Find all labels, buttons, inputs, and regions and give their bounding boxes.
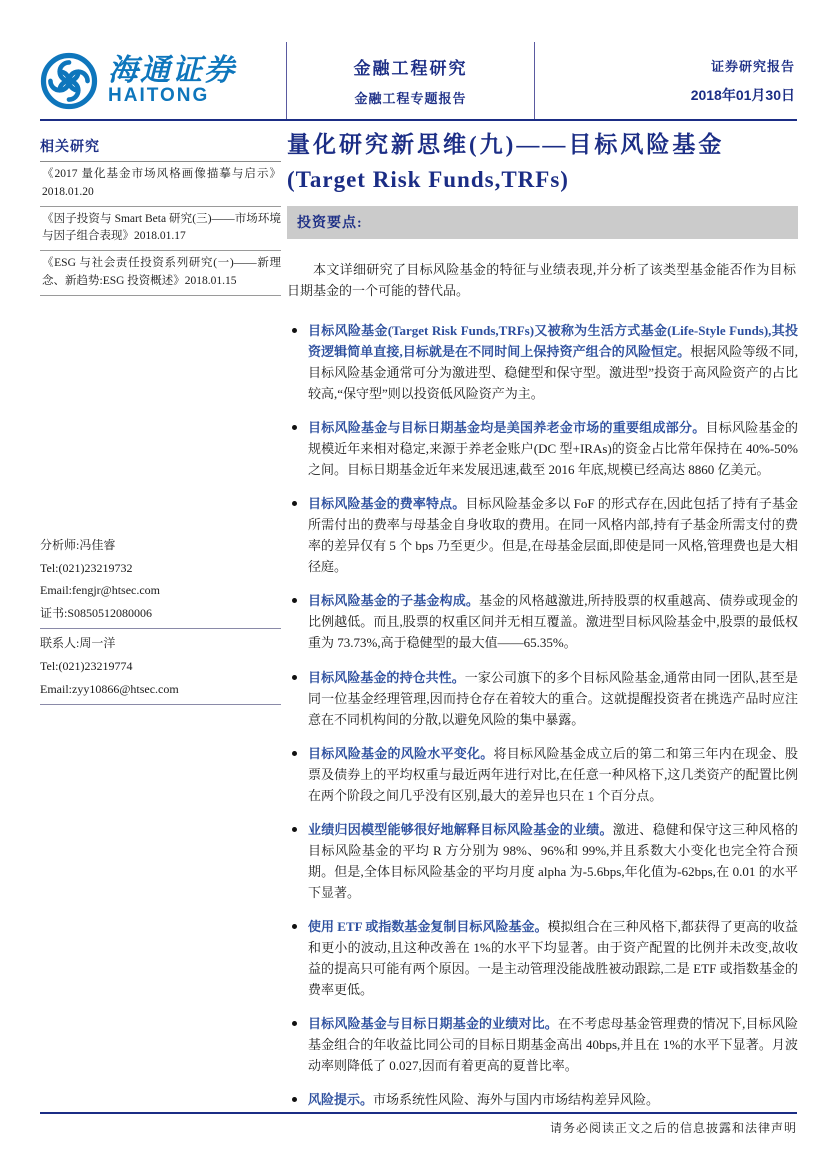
page-title-line2: (Target Risk Funds,TRFs): [287, 166, 569, 192]
brand-block: [40, 42, 286, 119]
bullet-icon: [292, 598, 297, 603]
key-point: 风险提示。市场系统性风险、海外与国内市场结构差异风险。: [287, 1089, 798, 1110]
related-research-item: 《ESG 与社会责任投资系列研究(一)——新理念、新趋势:ESG 投资概述》2018.01.15: [40, 251, 281, 296]
analyst-cert: 证书:S0850512080006: [40, 606, 153, 621]
header-right: [535, 42, 797, 119]
bullet-icon: [292, 827, 297, 832]
bullet-icon: [292, 751, 297, 756]
key-point: 目标风险基金的风险水平变化。将目标风险基金成立后的第二和第三年内在现金、股票及债券上的平均权重与最近两年进行对比,在任意一种风格下,这几类资产的配置比例在两个阶段之间几乎没有区别,最大的差异也只在 1 个百分点。: [287, 743, 798, 806]
contact-name: 联系人:周一洋: [40, 636, 116, 651]
brand-text: [108, 55, 236, 106]
brand-name-cn: 海通证券: [108, 53, 236, 87]
haitong-logo-icon: [40, 52, 98, 110]
bullet-icon: [292, 924, 297, 929]
key-point: 使用 ETF 或指数基金复制目标风险基金。模拟组合在三种风格下,都获得了更高的收益和更小的波动,且这种改善在 1%的水平下均显著。由于资产配置的比例并未改变,故收益的提高只可能有两个原因。一是主动管理没能战胜被动跟踪,二是 ETF 或指数基金的费率更低。: [287, 916, 798, 1000]
contact-email: Email:zyy10866@htsec.com: [40, 681, 179, 696]
key-point: 业绩归因模型能够很好地解释目标风险基金的业绩。激进、稳健和保守这三种风格的目标风险基金的平均 R 方分别为 98%、96%和 99%,并且系数大小变化也完全符合预期。但是,全体目标风险基金的平均月度 alpha 为-5.6bps,年化值为-62bps,在 0.01 的水平下显著。: [287, 819, 798, 903]
main-content: [287, 128, 798, 1123]
research-category: 金融工程研究: [353, 59, 468, 78]
sidebar: [40, 136, 281, 705]
analyst-email: Email:fengjr@htsec.com: [40, 583, 161, 598]
key-point: 目标风险基金的子基金构成。基金的风格越激进,所持股票的权重越高、债券或现金的比例越低。而且,股票的权重区间并无相互覆盖。激进型目标风险基金中,股票的最低权重为 73.73%,高于稳健型的最大值——65.35%。: [287, 590, 798, 653]
key-point: 目标风险基金的持仓共性。一家公司旗下的多个目标风险基金,通常由同一团队,甚至是同一位基金经理管理,因而持仓存在着较大的重合。这就提醒投资者在挑选产品时应注意在不同机构间的分散,以避免风险的集中暴露。: [287, 667, 798, 730]
analyst-tel: Tel:(021)23219732: [40, 560, 133, 575]
key-point: 目标风险基金与目标日期基金均是美国养老金市场的重要组成部分。目标风险基金的规模近年来相对稳定,来源于养老金账户(DC 型+IRAs)的资金占比常年保持在 40%-50%之间。目标日期基金近年来发展迅速,截至 2016 年底,规模已经高达 8860 亿美元。: [287, 417, 798, 480]
page-title: [287, 128, 798, 197]
page-footer: [40, 1112, 797, 1136]
bullet-icon: [292, 1021, 297, 1026]
header-center: [287, 42, 534, 119]
page-title-line1: 量化研究新思维(九)——目标风险基金: [287, 132, 725, 157]
bullet-icon: [292, 425, 297, 430]
report-header: [40, 42, 797, 121]
related-research-item: 《2017 量化基金市场风格画像描摹与启示》2018.01.20: [40, 162, 281, 207]
contact-group: [40, 629, 281, 705]
bullet-icon: [292, 675, 297, 680]
analyst-name: 分析师:冯佳睿: [40, 537, 116, 552]
report-type: 金融工程专题报告: [354, 91, 467, 106]
key-point: 目标风险基金的费率特点。目标风险基金多以 FoF 的形式存在,因此包括了持有子基金所需付出的费率与母基金自身收取的费用。在同一风格内部,持有子基金所需支付的费率的差异仅有 5 个 bps 乃至更少。但是,在母基金层面,即使是同一风格,管理费也是大相径庭。: [287, 493, 798, 577]
key-point: 目标风险基金(Target Risk Funds,TRFs)又被称为生活方式基金(Life-Style Funds),其投资逻辑简单直接,目标就是在不同时间上保持资产组合的风险恒定。根据风险等级不同,目标风险基金通常可分为激进型、稳健型和保守型。激进型”投资于高风险资产的占比较高,“保守型”则以投资低风险资产为主。: [287, 320, 798, 404]
analyst-group: [40, 534, 281, 629]
report-label: 证券研究报告: [710, 59, 795, 74]
bullet-icon: [292, 1097, 297, 1102]
brand-name-en: HAITONG: [108, 85, 210, 107]
key-point: 目标风险基金与目标日期基金的业绩对比。在不考虑母基金管理费的情况下,目标风险基金组合的年收益比同公司的目标日期基金高出 40bps,并且在 1%的水平下显著。月波动率则降低了 0.027,因而有着更高的夏普比率。: [287, 1013, 798, 1076]
intro-paragraph: 本文详细研究了目标风险基金的特征与业绩表现,并分析了该类型基金能否作为目标日期基金的一个可能的替代品。: [287, 262, 796, 299]
key-points-bar: 投资要点:: [287, 206, 798, 239]
key-points-list: [287, 320, 798, 1111]
disclaimer-text: 请务必阅读正文之后的信息披露和法律声明: [549, 1121, 797, 1135]
analyst-block: [40, 534, 281, 706]
bullet-icon: [292, 501, 297, 506]
related-research-item: 《因子投资与 Smart Beta 研究(三)——市场环境与因子组合表现》2018.01.17: [40, 207, 281, 252]
related-research-title: 相关研究: [40, 136, 281, 162]
bullet-icon: [292, 328, 297, 333]
contact-tel: Tel:(021)23219774: [40, 658, 133, 673]
report-date: 2018年01月30日: [690, 87, 795, 103]
